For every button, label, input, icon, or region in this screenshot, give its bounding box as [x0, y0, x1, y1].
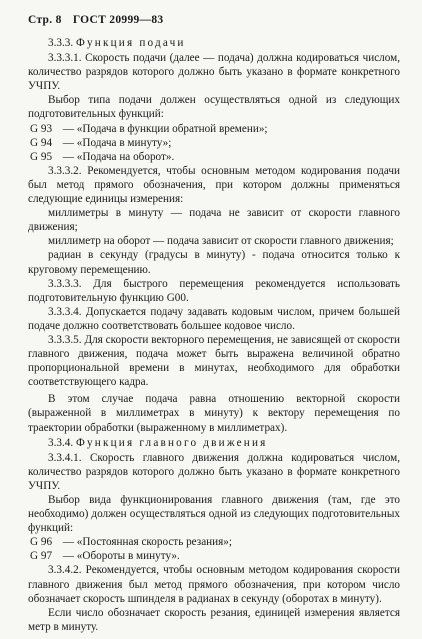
paragraph: 3.3.3.2. Рекомендуется, чтобы основным методом кодирования подачи был метод прямого обозначения, при котором должны применяться следующие единицы измерения: [28, 164, 400, 206]
section-title-feed: Функция подачи [75, 37, 186, 49]
paragraph: 3.3.3.1. Скорость подачи (далее — подача) должна кодироваться числом, количество разрядов которого должно быть указано в формате конкретного УЧПУ. [28, 52, 400, 93]
page-number: Стр. 8 [28, 14, 62, 26]
paragraph: 3.3.3.4. Допускается подачу задавать кодовым числом, причем большей подаче должно соответствовать большее кодовое число. [28, 305, 400, 332]
paragraph: миллиметр на оборот — подача зависит от скорости главного движения; [48, 235, 394, 248]
paragraph: 3.3.3.3. Для быстрого перемещения рекомендуется использовать подготовительную функцию G00. [28, 277, 400, 304]
function-g97: G 97 — «Обороты в минуту». [30, 550, 180, 563]
page-header [28, 14, 400, 26]
function-g95: G 95 — «Подача на оборот». [30, 150, 175, 163]
paragraph: В этом случае подача равна отношению векторной скорости (выраженной в миллиметрах в минуту) к вектору перемещения по траектории обработки (выраженному в миллиметрах). [28, 393, 400, 434]
function-g96: G 96 — «Постоянная скорость резания»; [30, 536, 232, 549]
function-g94: G 94 — «Подача в минуту»; [30, 136, 172, 149]
paragraph: 3.3.4.1. Скорость главного движения должна кодироваться числом, количество разрядов которого должно быть указано в формате конкретного УЧПУ. [28, 451, 400, 492]
paragraph: Выбор вида функционирования главного движения (там, где это необходимо) должен осуществляться одной из следующих подготовительных функций: [28, 494, 400, 535]
section-title-main-motion: Функция главного движения [75, 436, 268, 449]
paragraph: миллиметры в минуту — подача не зависит от скорости главного движения; [28, 207, 400, 234]
paragraph: радиан в секунду (градусы в минуту) - подача относится только к круговому перемещению. [28, 249, 400, 276]
paragraph: 3.3.3.5. Для скорости векторного перемещения, не зависящей от скорости главного движения, подача может быть выражена величиной обратно пропорциональной времени в минутах, необходимого для обработки соответствующего кадра. [28, 333, 400, 389]
function-g93: G 93 — «Подача в функции обратной времени»; [30, 122, 268, 135]
standard-code: ГОСТ 20999—83 [72, 14, 164, 26]
paragraph: Выбор типа подачи должен осуществляться одной из следующих подготовительных функций: [28, 94, 400, 121]
paragraph: Если число обозначает скорость резания, единицей измерения является метр в минуту. [28, 606, 400, 633]
section-heading-main-motion: 3.3.4. Функция главного движения [48, 436, 268, 449]
section-heading-feed: 3.3.3. Функция подачи [48, 37, 186, 49]
paragraph: 3.3.4.2. Рекомендуется, чтобы основным методом кодирования скорости главного движения был метод прямого обозначения, при котором число обозначает скорость шпинделя в радианах в секунду (оборотах в минуту). [28, 564, 400, 605]
